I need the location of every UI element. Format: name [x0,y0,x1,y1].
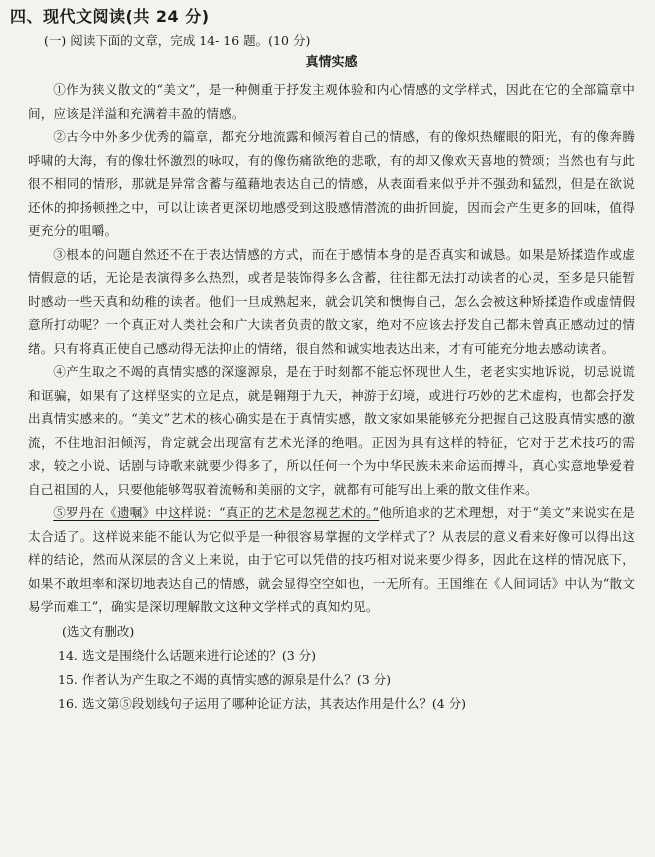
paragraph-1: ①作为狭义散文的“美文”，是一种侧重于抒发主观体验和内心情感的文学样式，因此在它的全部篇章中间，应该是洋溢和充满着丰盈的情感。 [28,82,635,121]
paragraph-5 [28,501,635,619]
paragraph-4: ④产生取之不竭的真情实感的深邃源泉，是在于时刻都不能忘怀现世人生，老老实实地诉说，切忌说谎和诓骗，如果有了这样坚实的立足点，就是翱翔于九天，神游于幻境，或进行巧妙的艺术虚构，也都会抒发出真情实感来的。“美文”艺术的核心确实是在于真情实感，散文家如果能够充分把握自己这股真情实感的激流，不住地汩汩倾泻，肯定就会出现富有艺术光泽的绝唱。正因为具有这样的特征，它对于艺术技巧的需求，较之小说、话剧与诗歌来就要少得多了，所以任何一个为中华民族未来命运而搏斗，真心实意地挚爱着自己祖国的人，只要他能够驾驭着流畅和美丽的文字，就都有可能写出上乘的散文佳作来。 [28,364,635,497]
section-title: 四、现代文阅读(共 24 分) [10,7,210,26]
paragraph-5-rest: 他所追求的艺术理想，对于“美文”来说实在是太合适了。这样说来能不能认为它似乎是一种很容易掌握的文学样式了？从表层的意义看来好像可以得出这样的结论，然而从深层的含义上来说，由于它可以凭借的技巧相对说来要少得多，因此在这样的情况底下，如果不敢坦率和深切地表达自己的情感，就会显得空空如也，一无所有。王国维在《人间词话》中认为“散文易学而难工”，确实是深切理解散文这种文学样式的真知灼见。 [28,505,635,614]
source-note: (选文有删改) [62,623,135,639]
paragraph-2: ②古今中外多少优秀的篇章，都充分地流露和倾泻着自己的情感，有的像炽热耀眼的阳光，有的像奔腾呼啸的大海，有的像壮怀激烈的咏叹，有的像伤痛欲绝的悲歌，有的却又像欢天喜地的赞颂；当然也有与此很不相同的情形，那就是异常含蓄与蕴藉地表达自己的情感，从表面看来似乎并不强劲和猛烈，但是在欲说还休的抑扬顿挫之中，可以让读者更深切地感受到这股感情潜流的曲折回旋，因而会产生更多的回味，值得更充分的咀嚼。 [28,129,635,238]
question-15: 15. 作者认为产生取之不竭的真情实感的源泉是什么？(3 分) [58,671,392,687]
question-14: 14. 选文是围绕什么话题来进行论述的？(3 分) [58,647,317,663]
paragraph-3: ③根本的问题自然还不在于表达情感的方式，而在于感情本身的是否真实和诚恳。如果是矫揉造作或虚情假意的话，无论是表演得多么热烈，或者是装饰得多么含蓄，往往都无法打动读者的心灵，至多是只能暂时感动一些天真和幼稚的读者。他们一旦成熟起来，就会讥笑和懊悔自己，怎么会被这种矫揉造作或虚情假意所打动呢？一个真正对人类社会和广大读者负责的散文家，绝对不应该去抒发自己都未曾真正感动过的情绪。只有将真正使自己感动得无法抑止的情绪，很自然和诚实地表达出来，才有可能充分地去感动读者。 [28,246,635,356]
article-title: 真情实感 [305,55,358,70]
question-16: 16. 选文第⑤段划线句子运用了哪种论证方法，其表达作用是什么？(4 分) [58,695,467,711]
reading-instruction: (一) 阅读下面的文章，完成 14- 16 题。(10 分) [44,33,311,48]
underlined-quote: ⑤罗丹在《遗嘱》中这样说：“真正的艺术是忽视艺术的。” [53,505,380,520]
